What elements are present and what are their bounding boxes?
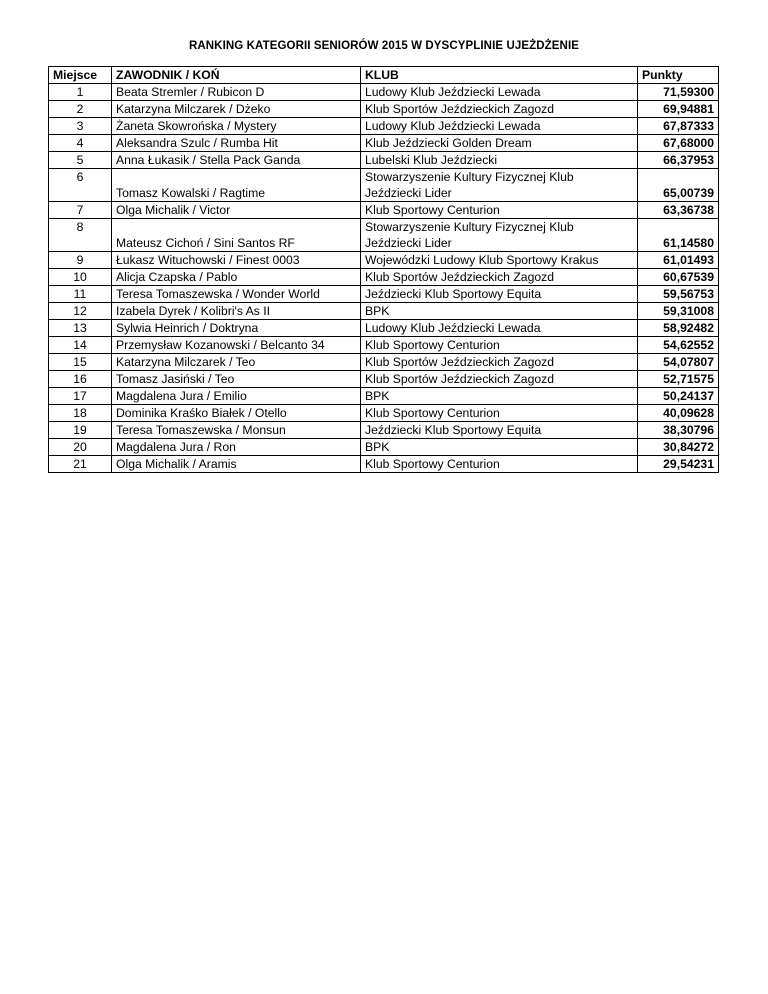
cell-club: BPK bbox=[361, 388, 638, 405]
table-row bbox=[49, 439, 719, 456]
cell-club: Klub Sportów Jeździeckich Zagozd bbox=[361, 101, 638, 118]
cell-place: 7 bbox=[49, 202, 112, 219]
ranking-table bbox=[48, 66, 719, 473]
cell-club: BPK bbox=[361, 439, 638, 456]
table-row bbox=[49, 252, 719, 269]
cell-place: 1 bbox=[49, 84, 112, 101]
table-row bbox=[49, 286, 719, 303]
table-row bbox=[49, 202, 719, 219]
table-row bbox=[49, 84, 719, 101]
cell-points: 59,31008 bbox=[638, 303, 719, 320]
cell-rider: Sylwia Heinrich / Doktryna bbox=[112, 320, 361, 337]
table-row bbox=[49, 219, 719, 252]
cell-rider: Dominika Kraśko Białek / Otello bbox=[112, 405, 361, 422]
cell-points: 59,56753 bbox=[638, 286, 719, 303]
cell-club: Klub Sportów Jeździeckich Zagozd bbox=[361, 354, 638, 371]
cell-place: 21 bbox=[49, 456, 112, 473]
table-row bbox=[49, 169, 719, 202]
cell-place: 5 bbox=[49, 152, 112, 169]
cell-club: Klub Jeździecki Golden Dream bbox=[361, 135, 638, 152]
cell-place: 18 bbox=[49, 405, 112, 422]
table-row bbox=[49, 405, 719, 422]
cell-place: 8 bbox=[49, 219, 112, 252]
cell-club: Jeździecki Klub Sportowy Equita bbox=[361, 422, 638, 439]
table-row bbox=[49, 422, 719, 439]
cell-place: 3 bbox=[49, 118, 112, 135]
cell-club: Lubelski Klub Jeździecki bbox=[361, 152, 638, 169]
cell-points: 61,14580 bbox=[638, 219, 719, 252]
cell-points: 52,71575 bbox=[638, 371, 719, 388]
cell-rider: Magdalena Jura / Emilio bbox=[112, 388, 361, 405]
header-points: Punkty bbox=[638, 67, 719, 84]
cell-club: Wojewódzki Ludowy Klub Sportowy Krakus bbox=[361, 252, 638, 269]
cell-points: 67,68000 bbox=[638, 135, 719, 152]
cell-points: 40,09628 bbox=[638, 405, 719, 422]
cell-rider: Magdalena Jura / Ron bbox=[112, 439, 361, 456]
cell-place: 17 bbox=[49, 388, 112, 405]
cell-points: 60,67539 bbox=[638, 269, 719, 286]
cell-points: 54,62552 bbox=[638, 337, 719, 354]
header-rider: ZAWODNIK / KOŃ bbox=[112, 67, 361, 84]
cell-club: Ludowy Klub Jeździecki Lewada bbox=[361, 118, 638, 135]
cell-place: 19 bbox=[49, 422, 112, 439]
cell-rider: Łukasz Wituchowski / Finest 0003 bbox=[112, 252, 361, 269]
cell-rider: Beata Stremler / Rubicon D bbox=[112, 84, 361, 101]
table-header-row bbox=[49, 67, 719, 84]
cell-points: 58,92482 bbox=[638, 320, 719, 337]
cell-points: 63,36738 bbox=[638, 202, 719, 219]
cell-points: 29,54231 bbox=[638, 456, 719, 473]
cell-club: Jeździecki Klub Sportowy Equita bbox=[361, 286, 638, 303]
cell-place: 15 bbox=[49, 354, 112, 371]
table-row bbox=[49, 269, 719, 286]
table-row bbox=[49, 456, 719, 473]
table-row bbox=[49, 152, 719, 169]
cell-club: Ludowy Klub Jeździecki Lewada bbox=[361, 84, 638, 101]
header-club: KLUB bbox=[361, 67, 638, 84]
cell-rider: Olga Michalik / Aramis bbox=[112, 456, 361, 473]
cell-place: 4 bbox=[49, 135, 112, 152]
cell-rider: Żaneta Skowrońska / Mystery bbox=[112, 118, 361, 135]
cell-rider: Alicja Czapska / Pablo bbox=[112, 269, 361, 286]
cell-rider: Tomasz Kowalski / Ragtime bbox=[112, 169, 361, 202]
cell-points: 61,01493 bbox=[638, 252, 719, 269]
cell-rider: Teresa Tomaszewska / Wonder World bbox=[112, 286, 361, 303]
table-row bbox=[49, 118, 719, 135]
table-row bbox=[49, 320, 719, 337]
cell-points: 69,94881 bbox=[638, 101, 719, 118]
cell-rider: Mateusz Cichoń / Sini Santos RF bbox=[112, 219, 361, 252]
cell-club: BPK bbox=[361, 303, 638, 320]
cell-rider: Tomasz Jasiński / Teo bbox=[112, 371, 361, 388]
cell-place: 16 bbox=[49, 371, 112, 388]
cell-points: 65,00739 bbox=[638, 169, 719, 202]
table-row bbox=[49, 303, 719, 320]
cell-club: Klub Sportowy Centurion bbox=[361, 456, 638, 473]
table-row bbox=[49, 388, 719, 405]
cell-club: Ludowy Klub Jeździecki Lewada bbox=[361, 320, 638, 337]
cell-points: 71,59300 bbox=[638, 84, 719, 101]
table-row bbox=[49, 337, 719, 354]
table-row bbox=[49, 101, 719, 118]
cell-points: 66,37953 bbox=[638, 152, 719, 169]
cell-place: 2 bbox=[49, 101, 112, 118]
cell-place: 12 bbox=[49, 303, 112, 320]
cell-place: 9 bbox=[49, 252, 112, 269]
cell-points: 38,30796 bbox=[638, 422, 719, 439]
cell-place: 20 bbox=[49, 439, 112, 456]
cell-points: 54,07807 bbox=[638, 354, 719, 371]
cell-rider: Teresa Tomaszewska / Monsun bbox=[112, 422, 361, 439]
cell-points: 50,24137 bbox=[638, 388, 719, 405]
cell-place: 13 bbox=[49, 320, 112, 337]
cell-rider: Olga Michalik / Victor bbox=[112, 202, 361, 219]
cell-place: 14 bbox=[49, 337, 112, 354]
cell-club: Klub Sportowy Centurion bbox=[361, 405, 638, 422]
cell-rider: Aleksandra Szulc / Rumba Hit bbox=[112, 135, 361, 152]
cell-club: Stowarzyszenie Kultury Fizycznej Klub Jeździecki Lider bbox=[361, 219, 638, 252]
cell-points: 30,84272 bbox=[638, 439, 719, 456]
cell-club: Stowarzyszenie Kultury Fizycznej Klub Jeździecki Lider bbox=[361, 169, 638, 202]
cell-rider: Anna Łukasik / Stella Pack Ganda bbox=[112, 152, 361, 169]
table-row bbox=[49, 135, 719, 152]
cell-rider: Katarzyna Milczarek / Teo bbox=[112, 354, 361, 371]
header-place: Miejsce bbox=[49, 67, 112, 84]
cell-place: 10 bbox=[49, 269, 112, 286]
cell-place: 11 bbox=[49, 286, 112, 303]
cell-club: Klub Sportowy Centurion bbox=[361, 202, 638, 219]
table-row bbox=[49, 354, 719, 371]
cell-points: 67,87333 bbox=[638, 118, 719, 135]
cell-rider: Katarzyna Milczarek / Dżeko bbox=[112, 101, 361, 118]
cell-club: Klub Sportów Jeździeckich Zagozd bbox=[361, 269, 638, 286]
page-title: RANKING KATEGORII SENIORÓW 2015 W DYSCYPLINIE UJEŻDŻENIE bbox=[188, 40, 580, 52]
cell-rider: Izabela Dyrek / Kolibri's As II bbox=[112, 303, 361, 320]
cell-place: 6 bbox=[49, 169, 112, 202]
cell-rider: Przemysław Kozanowski / Belcanto 34 bbox=[112, 337, 361, 354]
cell-club: Klub Sportów Jeździeckich Zagozd bbox=[361, 371, 638, 388]
table-row bbox=[49, 371, 719, 388]
table-body bbox=[49, 84, 719, 473]
cell-club: Klub Sportowy Centurion bbox=[361, 337, 638, 354]
